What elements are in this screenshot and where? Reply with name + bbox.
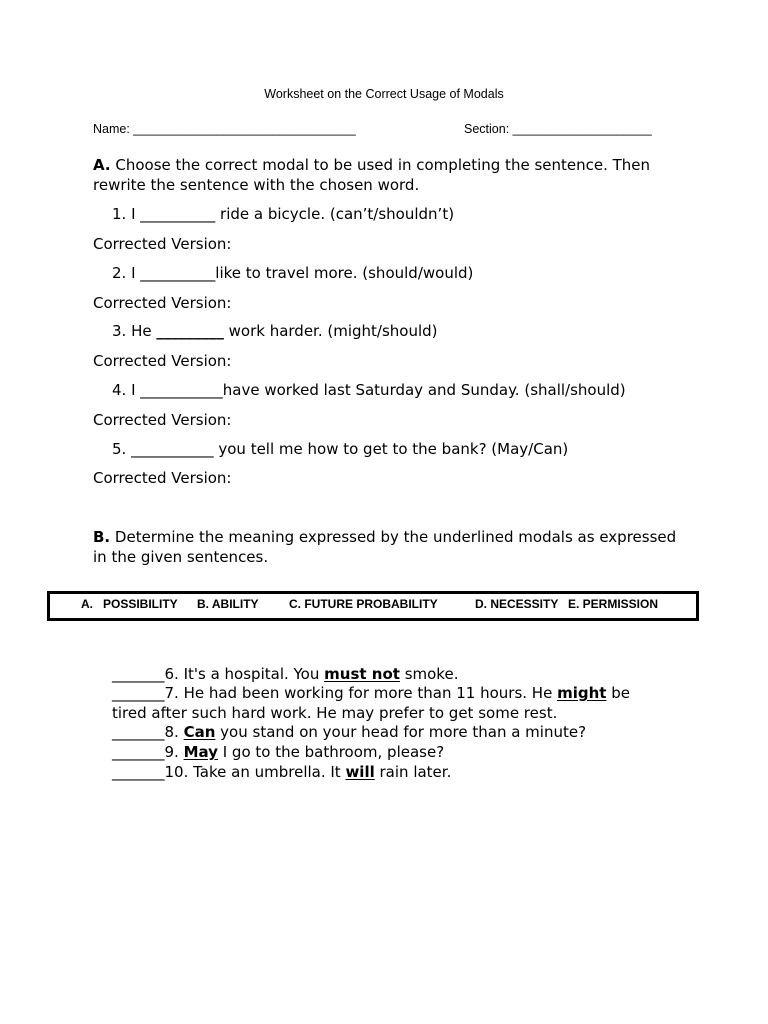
part-b-instructions: [93, 528, 683, 567]
underlined-modal: Can: [183, 723, 216, 741]
item-9: [112, 743, 444, 761]
item-text: rain later.: [374, 763, 452, 781]
question-text: I __________ ride a bicycle. (can’t/shouldn’t): [131, 205, 455, 223]
underlined-modal: must not: [324, 665, 400, 683]
item-7: [112, 684, 630, 702]
item-7-continuation: tired after such hard work. He may prefer to get some rest.: [112, 704, 558, 722]
question-number: 2.: [112, 264, 127, 282]
question-4: [112, 381, 626, 399]
item-10: [112, 763, 451, 781]
part-b-instructions-text: Determine the meaning expressed by the underlined modals as expressed in the given sentences.: [93, 528, 677, 566]
legend-future-probability: C. FUTURE PROBABILITY: [289, 597, 438, 611]
worksheet-title: Worksheet on the Correct Usage of Modals: [264, 87, 504, 101]
corrected-version-label: Corrected Version:: [93, 352, 232, 370]
name-field-label: Name: ________________________________: [93, 122, 356, 136]
underlined-modal: will: [345, 763, 375, 781]
answer-blank: _________: [156, 322, 224, 340]
question-text: He: [131, 322, 157, 340]
underlined-modal: May: [183, 743, 218, 761]
section-field-label: Section: ____________________: [464, 122, 652, 136]
corrected-version-label: Corrected Version:: [93, 469, 232, 487]
part-a-instructions: [93, 156, 683, 195]
item-text: be: [606, 684, 630, 702]
question-number: 1.: [112, 205, 127, 223]
question-text: I __________like to travel more. (should/would): [131, 264, 474, 282]
question-1: [112, 205, 454, 223]
item-8: [112, 723, 586, 741]
question-number: 4.: [112, 381, 127, 399]
underlined-modal: might: [557, 684, 607, 702]
part-b-letter: B.: [93, 528, 111, 546]
question-number: 5.: [112, 440, 127, 458]
question-text: work harder. (might/should): [223, 322, 438, 340]
corrected-version-label: Corrected Version:: [93, 235, 232, 253]
part-a-instructions-text: Choose the correct modal to be used in completing the sentence. Then rewrite the sentence with the chosen word.: [93, 156, 651, 194]
legend-permission: E. PERMISSION: [568, 597, 659, 611]
part-a-letter: A.: [93, 156, 111, 174]
corrected-version-label: Corrected Version:: [93, 411, 232, 429]
legend-possibility: A. POSSIBILITY: [81, 597, 178, 611]
question-text: I ___________have worked last Saturday and Sunday. (shall/should): [131, 381, 626, 399]
question-5: [112, 440, 568, 458]
item-text: _______9.: [112, 743, 184, 761]
question-2: [112, 264, 473, 282]
item-text: I go to the bathroom, please?: [217, 743, 445, 761]
item-text: _______6. It's a hospital. You: [112, 665, 325, 683]
question-text: ___________ you tell me how to get to the bank? (May/Can): [131, 440, 569, 458]
item-6: [112, 665, 458, 683]
legend-ability: B. ABILITY: [197, 597, 259, 611]
item-text: _______7. He had been working for more than 11 hours. He: [112, 684, 558, 702]
question-3: [112, 322, 438, 340]
item-text: _______8.: [112, 723, 184, 741]
question-number: 3.: [112, 322, 127, 340]
corrected-version-label: Corrected Version:: [93, 294, 232, 312]
item-text: _______10. Take an umbrella. It: [112, 763, 346, 781]
item-text: smoke.: [399, 665, 459, 683]
item-text: you stand on your head for more than a minute?: [215, 723, 587, 741]
legend-necessity: D. NECESSITY: [475, 597, 559, 611]
